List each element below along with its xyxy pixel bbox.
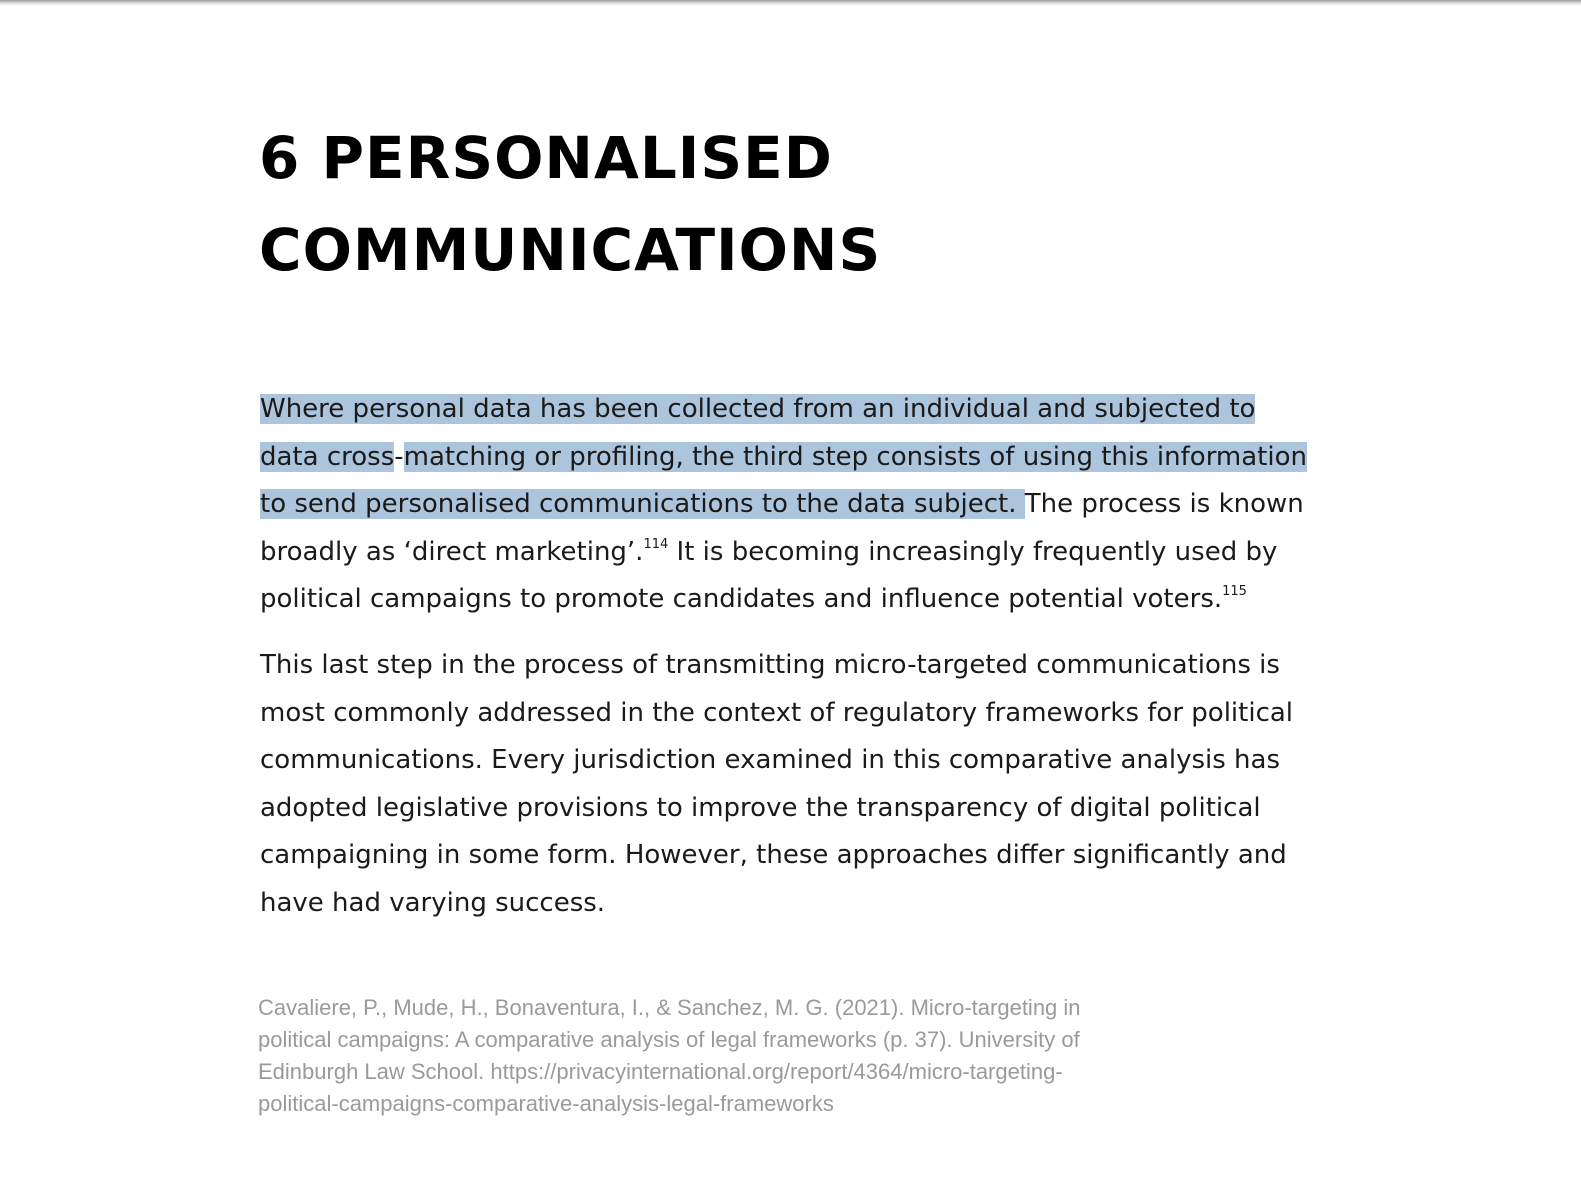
paragraph-2-line: most commonly addressed in the context of regulatory frameworks for political [260,697,1294,728]
selected-text[interactable]: data cross [260,441,395,472]
paragraph-1-line-4 [260,529,1400,577]
paragraph-2-line: campaigning in some form. However, these approaches differ significantly and [260,840,1287,870]
paragraph-1[interactable] [260,386,1400,624]
heading-line-1: 6 PERSONALISED [259,124,833,192]
plain-text: broadly as ‘direct marketing’. [260,536,644,567]
plain-text: The process is known [1024,489,1304,519]
citation-line: political campaigns: A comparative analysis of legal frameworks (p. 37). University of [258,1027,1080,1052]
heading-line-2: COMMUNICATIONS [259,216,882,284]
hyphen: - [394,441,404,472]
paragraph-2-line: This last step in the process of transmitting micro-targeted communications is [260,650,1280,680]
top-edge-shadow [0,0,1581,6]
paragraph-2 [260,642,1400,927]
citation-note [258,992,1178,1120]
plain-text: It is becoming increasingly frequently used by [668,536,1278,567]
paragraph-1-line-5 [260,576,1400,624]
footnote-ref-115[interactable]: 115 [1222,584,1247,600]
selected-text[interactable]: Where personal data has been collected from an individual and subjected to [260,394,1256,424]
citation-line: Cavaliere, P., Mude, H., Bonaventura, I., & Sanchez, M. G. (2021). Micro-targeting in [258,995,1081,1020]
selected-text[interactable]: matching or profiling, the third step consists of using this information [403,441,1307,472]
paragraph-1-line-2[interactable] [260,434,1400,482]
paragraph-1-line-3[interactable] [260,481,1400,529]
paragraph-2-line: communications. Every jurisdiction examined in this comparative analysis has [260,745,1281,775]
selected-text[interactable]: to send personalised [260,489,539,519]
paragraph-2-line: adopted legislative provisions to improve the transparency of digital political [260,792,1261,823]
citation-line: political-campaigns-comparative-analysis-legal-frameworks [258,1091,834,1116]
footnote-ref-114[interactable]: 114 [643,536,669,552]
paragraph-2-line: have had varying success. [260,887,606,918]
paragraph-1-line-1[interactable] [260,386,1400,434]
citation-line: Edinburgh Law School. https://privacyinternational.org/report/4364/micro-targeting- [258,1059,1063,1084]
section-heading [259,112,1359,296]
selected-text[interactable]: communications to the data subject. [538,489,1025,519]
plain-text: political campaigns to promote candidates and influence potential voters. [260,584,1223,614]
